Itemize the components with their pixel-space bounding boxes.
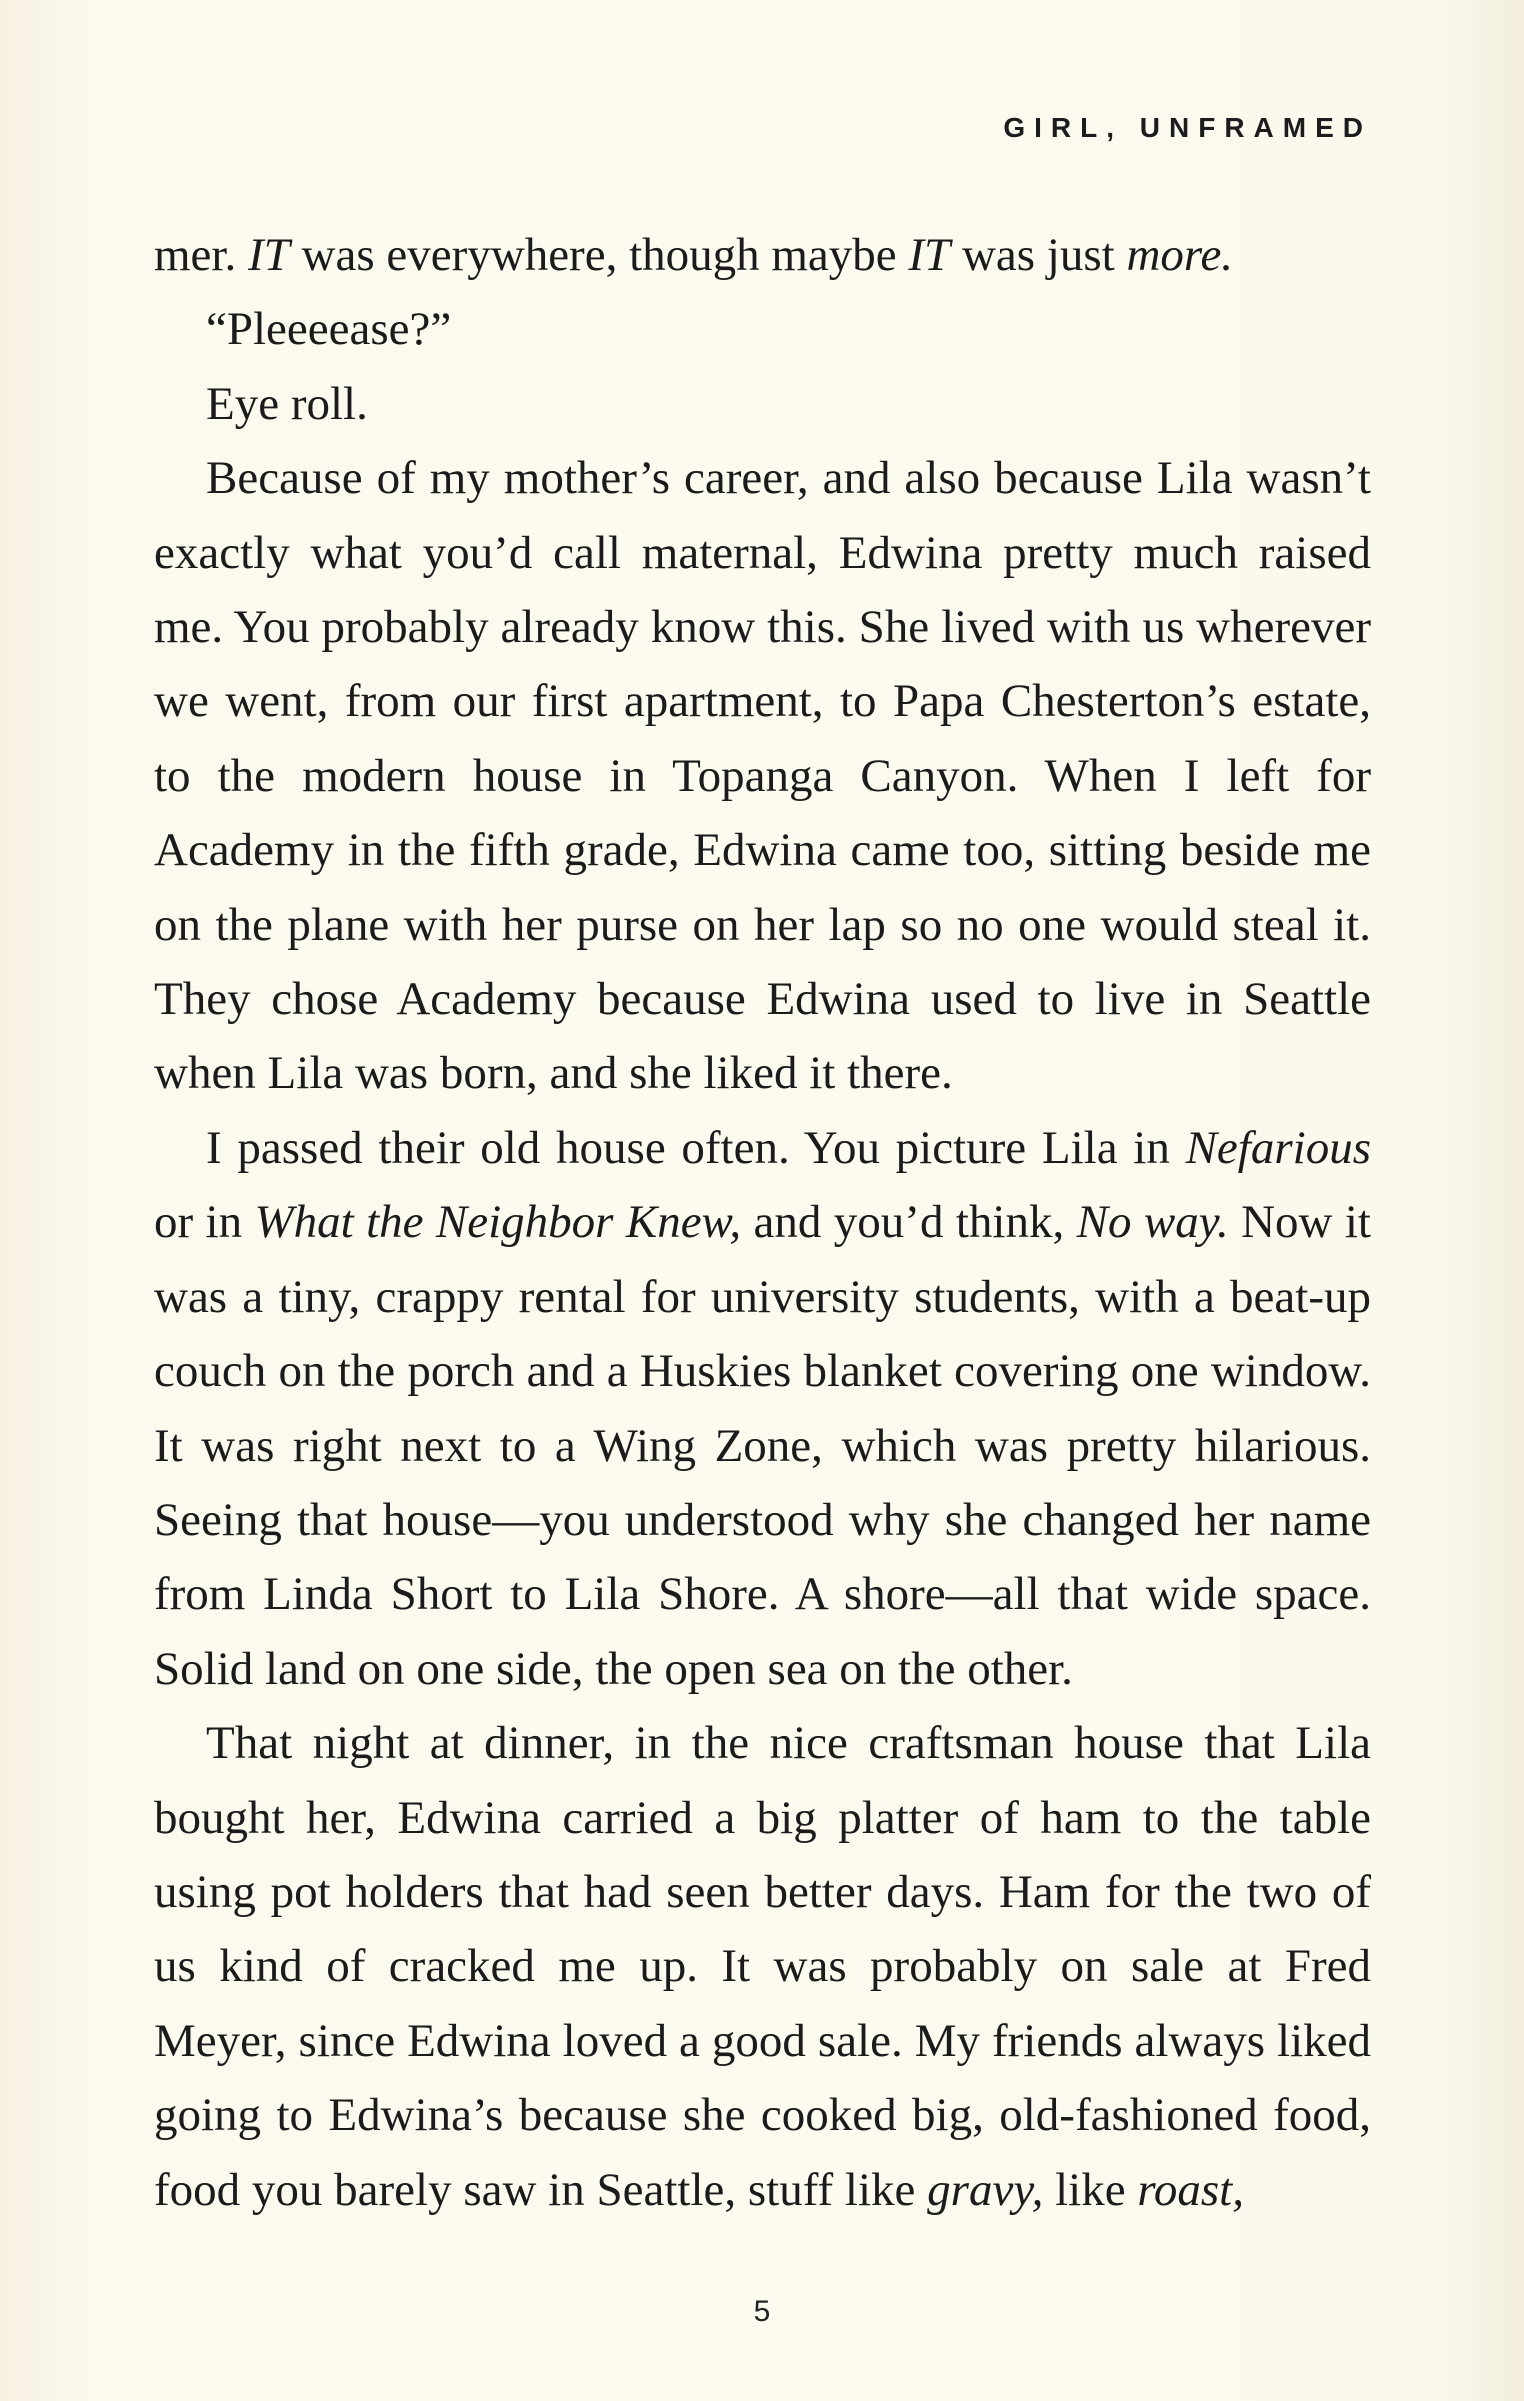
page-number: 5	[753, 2295, 771, 2328]
text-run: Eye roll.	[206, 377, 368, 430]
body-text	[154, 218, 1371, 2227]
text-run: That night at dinner, in the nice craftsman house that Lila bought her, Edwina carried a big platter of ham to the table using pot holders that had seen better days. Ham for the two of us kind of cracked me up. It was probably on sale at Fred Meyer, since Edwina loved a good sale. My friends always liked going to Edwina’s because she cooked big, old-fashioned food, food you barely saw in Seattle, stuff like	[154, 1717, 1371, 2216]
italic-text: IT	[908, 229, 951, 281]
text-run: Now it was a tiny, crappy rental for university students, with a beat-up couch on the porch and a Huskies blanket covering one window. It was right next to a Wing Zone, which was pretty hilarious. Seeing that house—you understood why she changed her name from Linda Short to Lila Shore. A shore—all that wide space. Solid land on one side, the open sea on the other.	[154, 1196, 1371, 1695]
paragraph	[154, 1111, 1371, 1706]
italic-text: Nefarious	[1185, 1121, 1371, 1174]
italic-text: roast,	[1137, 2163, 1244, 2216]
text-run: or in	[154, 1196, 255, 1249]
paragraph	[154, 292, 1371, 366]
text-run: I passed their old house often. You picture Lila in	[206, 1121, 1186, 1174]
running-head: GIRL, UNFRAMED	[1003, 112, 1372, 143]
text-run: and you’d think,	[741, 1196, 1077, 1249]
paragraph	[154, 218, 1371, 292]
italic-text: gravy,	[927, 2163, 1044, 2216]
text-run: was just	[950, 229, 1127, 281]
italic-text: What the Neighbor Knew,	[254, 1196, 742, 1249]
paragraph	[154, 1706, 1371, 2227]
paragraph	[154, 367, 1371, 441]
text-run: “Pleeeease?”	[206, 303, 452, 356]
italic-text: more.	[1126, 229, 1234, 281]
italic-text: No way.	[1076, 1196, 1229, 1249]
text-run: mer.	[154, 229, 248, 281]
text-run: Because of my mother’s career, and also because Lila wasn’t exactly what you’d call maternal, Edwina pretty much raised me. You probably already know this. She lived with us wherever we went, from our first apartment, to Papa Chesterton’s estate, to the modern house in Topanga Canyon. When I left for Academy in the fifth grade, Edwina came too, sitting beside me on the plane with her purse on her lap so no one would steal it. They chose Academy because Edwina used to live in Seattle when Lila was born, and she liked it there.	[154, 452, 1371, 1100]
italic-text: IT	[247, 229, 290, 281]
paragraph	[154, 441, 1371, 1111]
text-run: was everywhere, though maybe	[289, 229, 909, 281]
text-run: like	[1043, 2163, 1138, 2216]
